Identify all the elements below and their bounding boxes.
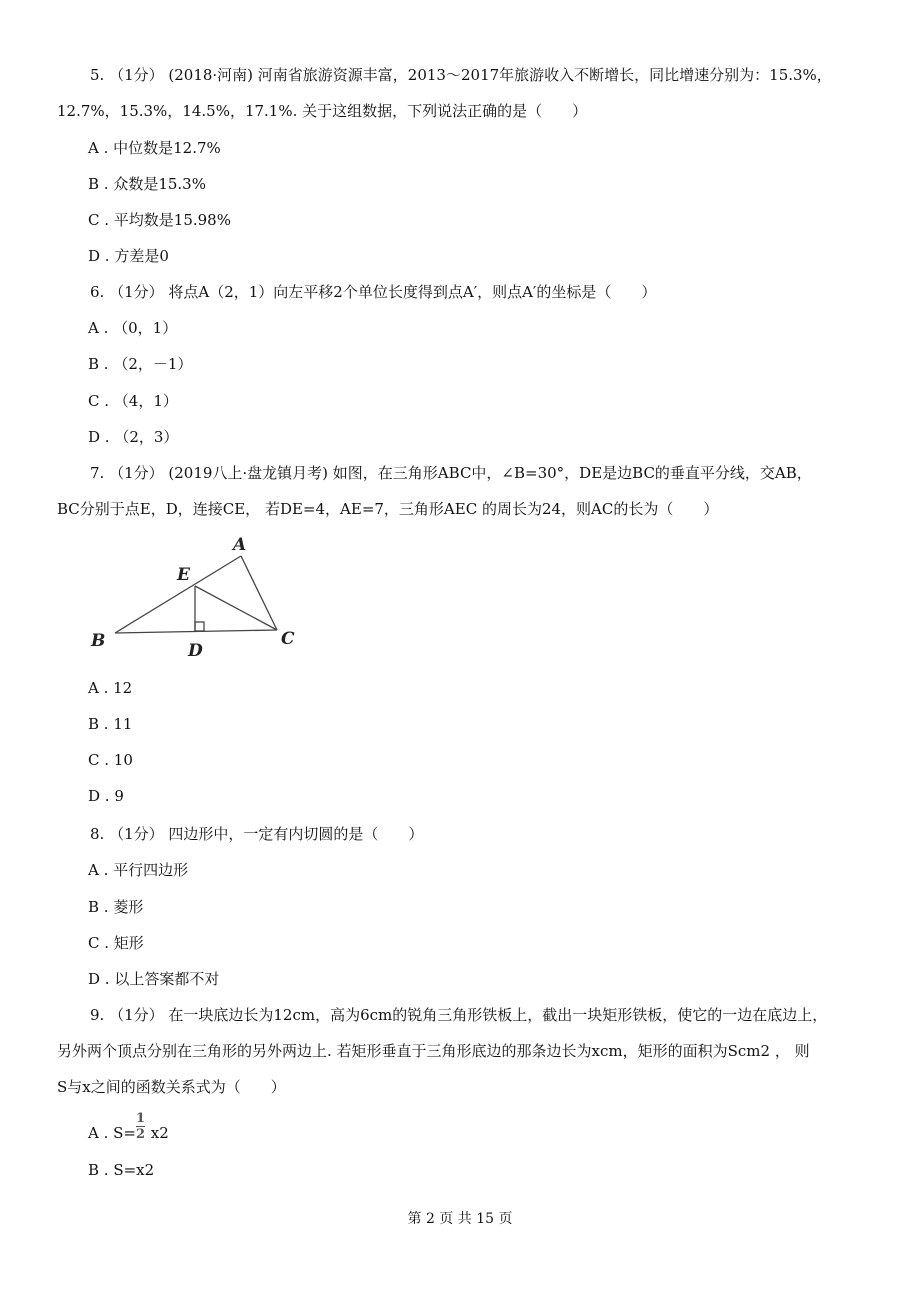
q7-option-b: B . 11 xyxy=(88,715,133,733)
q7-option-a: A . 12 xyxy=(88,679,133,697)
q5-option-c: C . 平均数是15.98% xyxy=(88,211,231,229)
q7-line1: 7. （1分） (2019八上·盘龙镇月考) 如图，在三角形ABC中，∠B=30°，DE是边BC的垂直平分线，交AB， xyxy=(90,464,812,482)
q9-option-a-suffix: x2 xyxy=(150,1124,169,1142)
q5-line2: 12.7%，15.3%，14.5%，17.1%. 关于这组数据，下列说法正确的是（ ） xyxy=(57,102,588,120)
fraction-denominator: 2 xyxy=(135,1127,146,1142)
q9-option-a xyxy=(88,1111,169,1142)
q5-option-a: A . 中位数是12.7% xyxy=(88,139,221,157)
label-d: D xyxy=(188,641,203,660)
label-e: E xyxy=(177,565,190,585)
q9-line3: S与x之间的函数关系式为（ ） xyxy=(57,1078,286,1096)
segment-ec xyxy=(195,586,277,630)
q5-option-d: D . 方差是0 xyxy=(88,247,169,265)
q8-line1: 8. （1分） 四边形中，一定有内切圆的是（ ） xyxy=(90,825,424,843)
q8-option-d: D . 以上答案都不对 xyxy=(88,970,220,988)
q9-line2: 另外两个顶点分别在三角形的另外两边上. 若矩形垂直于三角形底边的那条边长为xcm，矩形的面积为Scm2 ， 则 xyxy=(57,1042,810,1060)
q5-line1: 5. （1分） (2018·河南) 河南省旅游资源丰富，2013～2017年旅游收入不断增长，同比增速分别为：15.3%， xyxy=(90,66,832,84)
q9-line1: 9. （1分） 在一块底边长为12cm，高为6cm的锐角三角形铁板上，截出一块矩形铁板，使它的一边在底边上， xyxy=(90,1006,828,1024)
q6-option-a: A . （0，1） xyxy=(88,319,178,337)
q9-option-a-prefix: A . S= xyxy=(88,1124,136,1142)
triangle-figure xyxy=(85,530,315,660)
right-angle-mark xyxy=(195,622,204,631)
label-a: A xyxy=(233,535,247,555)
q8-option-b: B . 菱形 xyxy=(88,898,144,916)
page-footer: 第 2 页 共 15 页 xyxy=(407,1211,513,1227)
segment-ac xyxy=(241,556,277,630)
q7-option-d: D . 9 xyxy=(88,787,124,805)
q6-option-c: C . （4，1） xyxy=(88,392,178,410)
q6-option-b: B . （2，－1） xyxy=(88,355,193,373)
fraction-one-half xyxy=(135,1111,146,1142)
q5-option-b: B . 众数是15.3% xyxy=(88,175,206,193)
q7-line2: BC分别于点E，D，连接CE， 若DE=4，AE=7，三角形AEC 的周长为24，则AC的长为（ ） xyxy=(57,500,719,518)
q7-option-c: C . 10 xyxy=(88,751,133,769)
q8-option-a: A . 平行四边形 xyxy=(88,861,189,879)
label-c: C xyxy=(281,629,295,649)
label-b: B xyxy=(91,631,106,651)
q6-line1: 6. （1分） 将点A（2，1）向左平移2个单位长度得到点A′，则点A′的坐标是（ ） xyxy=(90,283,657,301)
q9-option-b: B . S=x2 xyxy=(88,1161,155,1179)
q8-option-c: C . 矩形 xyxy=(88,934,144,952)
fraction-numerator: 1 xyxy=(135,1111,146,1126)
q6-option-d: D . （2，3） xyxy=(88,428,179,446)
